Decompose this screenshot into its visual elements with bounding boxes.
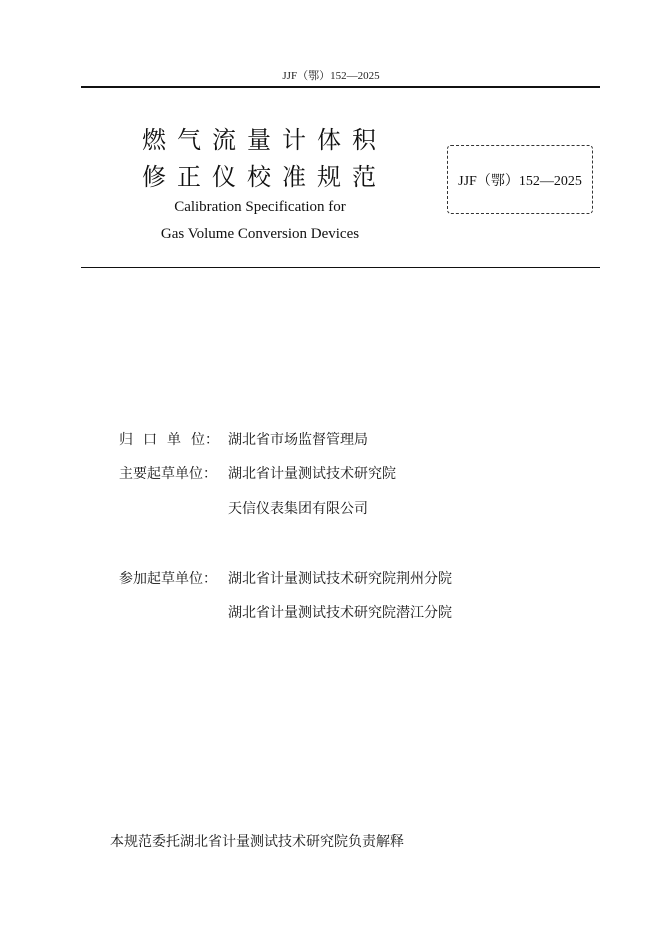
- title-zh-line-1: 燃气流量计体积: [142, 126, 387, 154]
- responsible-unit-label: [119, 429, 219, 449]
- header-document-code: JJF（鄂）152—2025: [282, 70, 380, 82]
- main-drafting-unit-label: 主要起草单位：: [119, 466, 217, 482]
- responsible-unit-label-part2: 位：: [191, 432, 219, 448]
- main-drafting-unit-2: 天信仪表集团有限公司: [228, 501, 368, 517]
- specification-code-box: [447, 145, 593, 214]
- title-en-line-1: Calibration Specification for: [174, 199, 346, 215]
- responsible-unit-value: 湖北省市场监督管理局: [228, 432, 368, 448]
- title-zh-line-2: 修正仪校准规范: [142, 163, 387, 191]
- participating-drafting-unit-label: 参加起草单位：: [119, 571, 217, 587]
- responsible-unit-label-part1: 归口单: [119, 432, 191, 448]
- title-en-line-2: Gas Volume Conversion Devices: [160, 226, 360, 242]
- participating-drafting-unit-1: 湖北省计量测试技术研究院荆州分院: [228, 571, 452, 587]
- bottom-divider: [81, 267, 600, 268]
- participating-drafting-unit-2: 湖北省计量测试技术研究院潜江分院: [228, 605, 452, 621]
- specification-code: JJF（鄂）152—2025: [458, 173, 582, 189]
- main-drafting-unit-1: 湖北省计量测试技术研究院: [228, 466, 396, 482]
- interpretation-note: 本规范委托湖北省计量测试技术研究院负责解释: [110, 834, 404, 850]
- top-divider: [81, 86, 600, 88]
